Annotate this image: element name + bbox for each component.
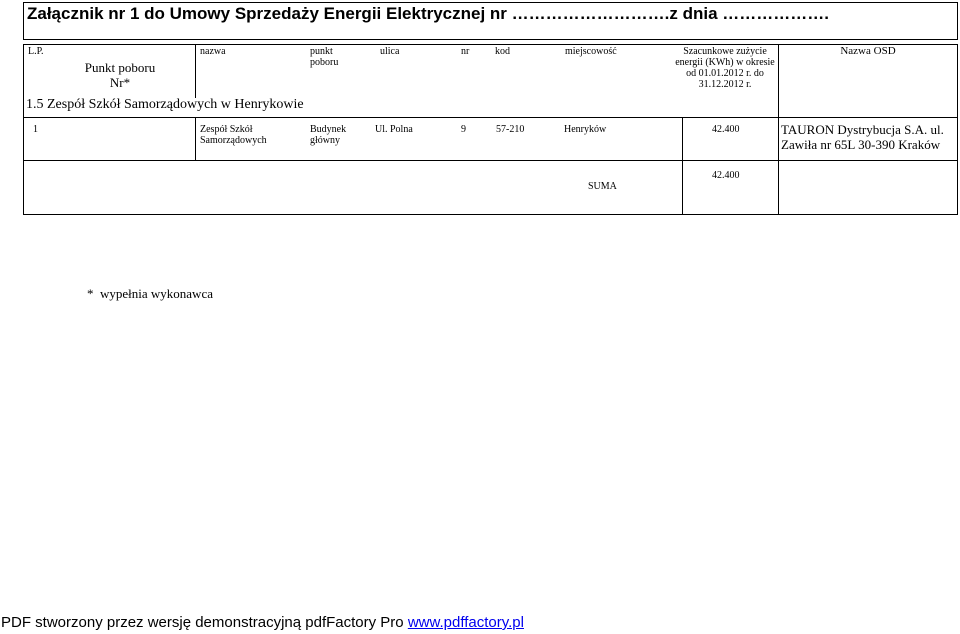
pdf-footer <box>1 614 524 631</box>
row-nr: 9 <box>461 124 466 135</box>
column-divider <box>195 117 196 160</box>
col-nazwa: nazwa <box>200 46 226 57</box>
row-punkt-line1: Budynek <box>310 124 347 135</box>
row-miejscowosc: Henryków <box>564 124 607 135</box>
footer-text: PDF stworzony przez wersję demonstracyjną pdfFactory Pro <box>1 614 408 631</box>
col-punkt-line1: punkt <box>310 46 333 57</box>
row-nazwa-osd <box>781 122 944 152</box>
col-miejscowosc: miejscowość <box>565 46 617 57</box>
row-nazwa-line1: Zespół Szkół <box>200 124 253 135</box>
col-kod: kod <box>495 46 510 57</box>
col-ulica: ulica <box>380 46 400 57</box>
col-punkt <box>310 46 338 68</box>
row-divider <box>24 160 957 161</box>
col-nr: nr <box>461 46 470 57</box>
column-divider <box>682 117 683 214</box>
row-kod: 57-210 <box>496 124 525 135</box>
col-nazwa-osd: Nazwa OSD <box>840 45 896 57</box>
col-punkt-line2: poboru <box>310 57 339 68</box>
row-osd-line1: TAURON Dystrybucja S.A. ul. <box>781 122 944 137</box>
sum-label: SUMA <box>588 181 617 192</box>
footer-link[interactable]: www.pdffactory.pl <box>407 614 524 631</box>
row-nazwa-line2: Samorządowych <box>200 135 267 146</box>
row-punkt-line2: główny <box>310 135 340 146</box>
row-punkt-poboru <box>310 124 346 146</box>
col-szacunkowe-line2: energii (KWh) w okresie <box>675 57 775 68</box>
column-divider <box>195 45 196 98</box>
section-title: 1.5 Zespół Szkół Samorządowych w Henrykowie <box>26 97 304 112</box>
row-zuzycie: 42.400 <box>712 124 740 135</box>
sum-value: 42.400 <box>712 170 740 181</box>
col-punkt-poboru-nr-line1: Punkt poboru <box>84 60 156 75</box>
col-szacunkowe-line4: 31.12.2012 r. <box>698 79 752 90</box>
row-nazwa <box>200 124 267 146</box>
note-text: * wypełnia wykonawca <box>87 286 213 301</box>
col-punkt-poboru-nr-line2: Nr* <box>109 75 131 90</box>
row-ulica: Ul. Polna <box>375 124 413 135</box>
col-punkt-poboru-nr <box>70 60 170 90</box>
row-osd-line2: Zawiła nr 65L 30-390 Kraków <box>781 137 941 152</box>
col-lp: L.P. <box>28 46 44 57</box>
row-divider <box>24 117 957 118</box>
row-lp: 1 <box>33 124 38 135</box>
document-title: Załącznik nr 1 do Umowy Sprzedaży Energii Elektrycznej nr ……………………….z dnia ………………. <box>27 4 829 23</box>
col-szacunkowe-zuzycie <box>670 46 780 90</box>
col-szacunkowe-line1: Szacunkowe zużycie <box>683 46 767 57</box>
col-szacunkowe-line3: od 01.01.2012 r. do <box>686 68 764 79</box>
